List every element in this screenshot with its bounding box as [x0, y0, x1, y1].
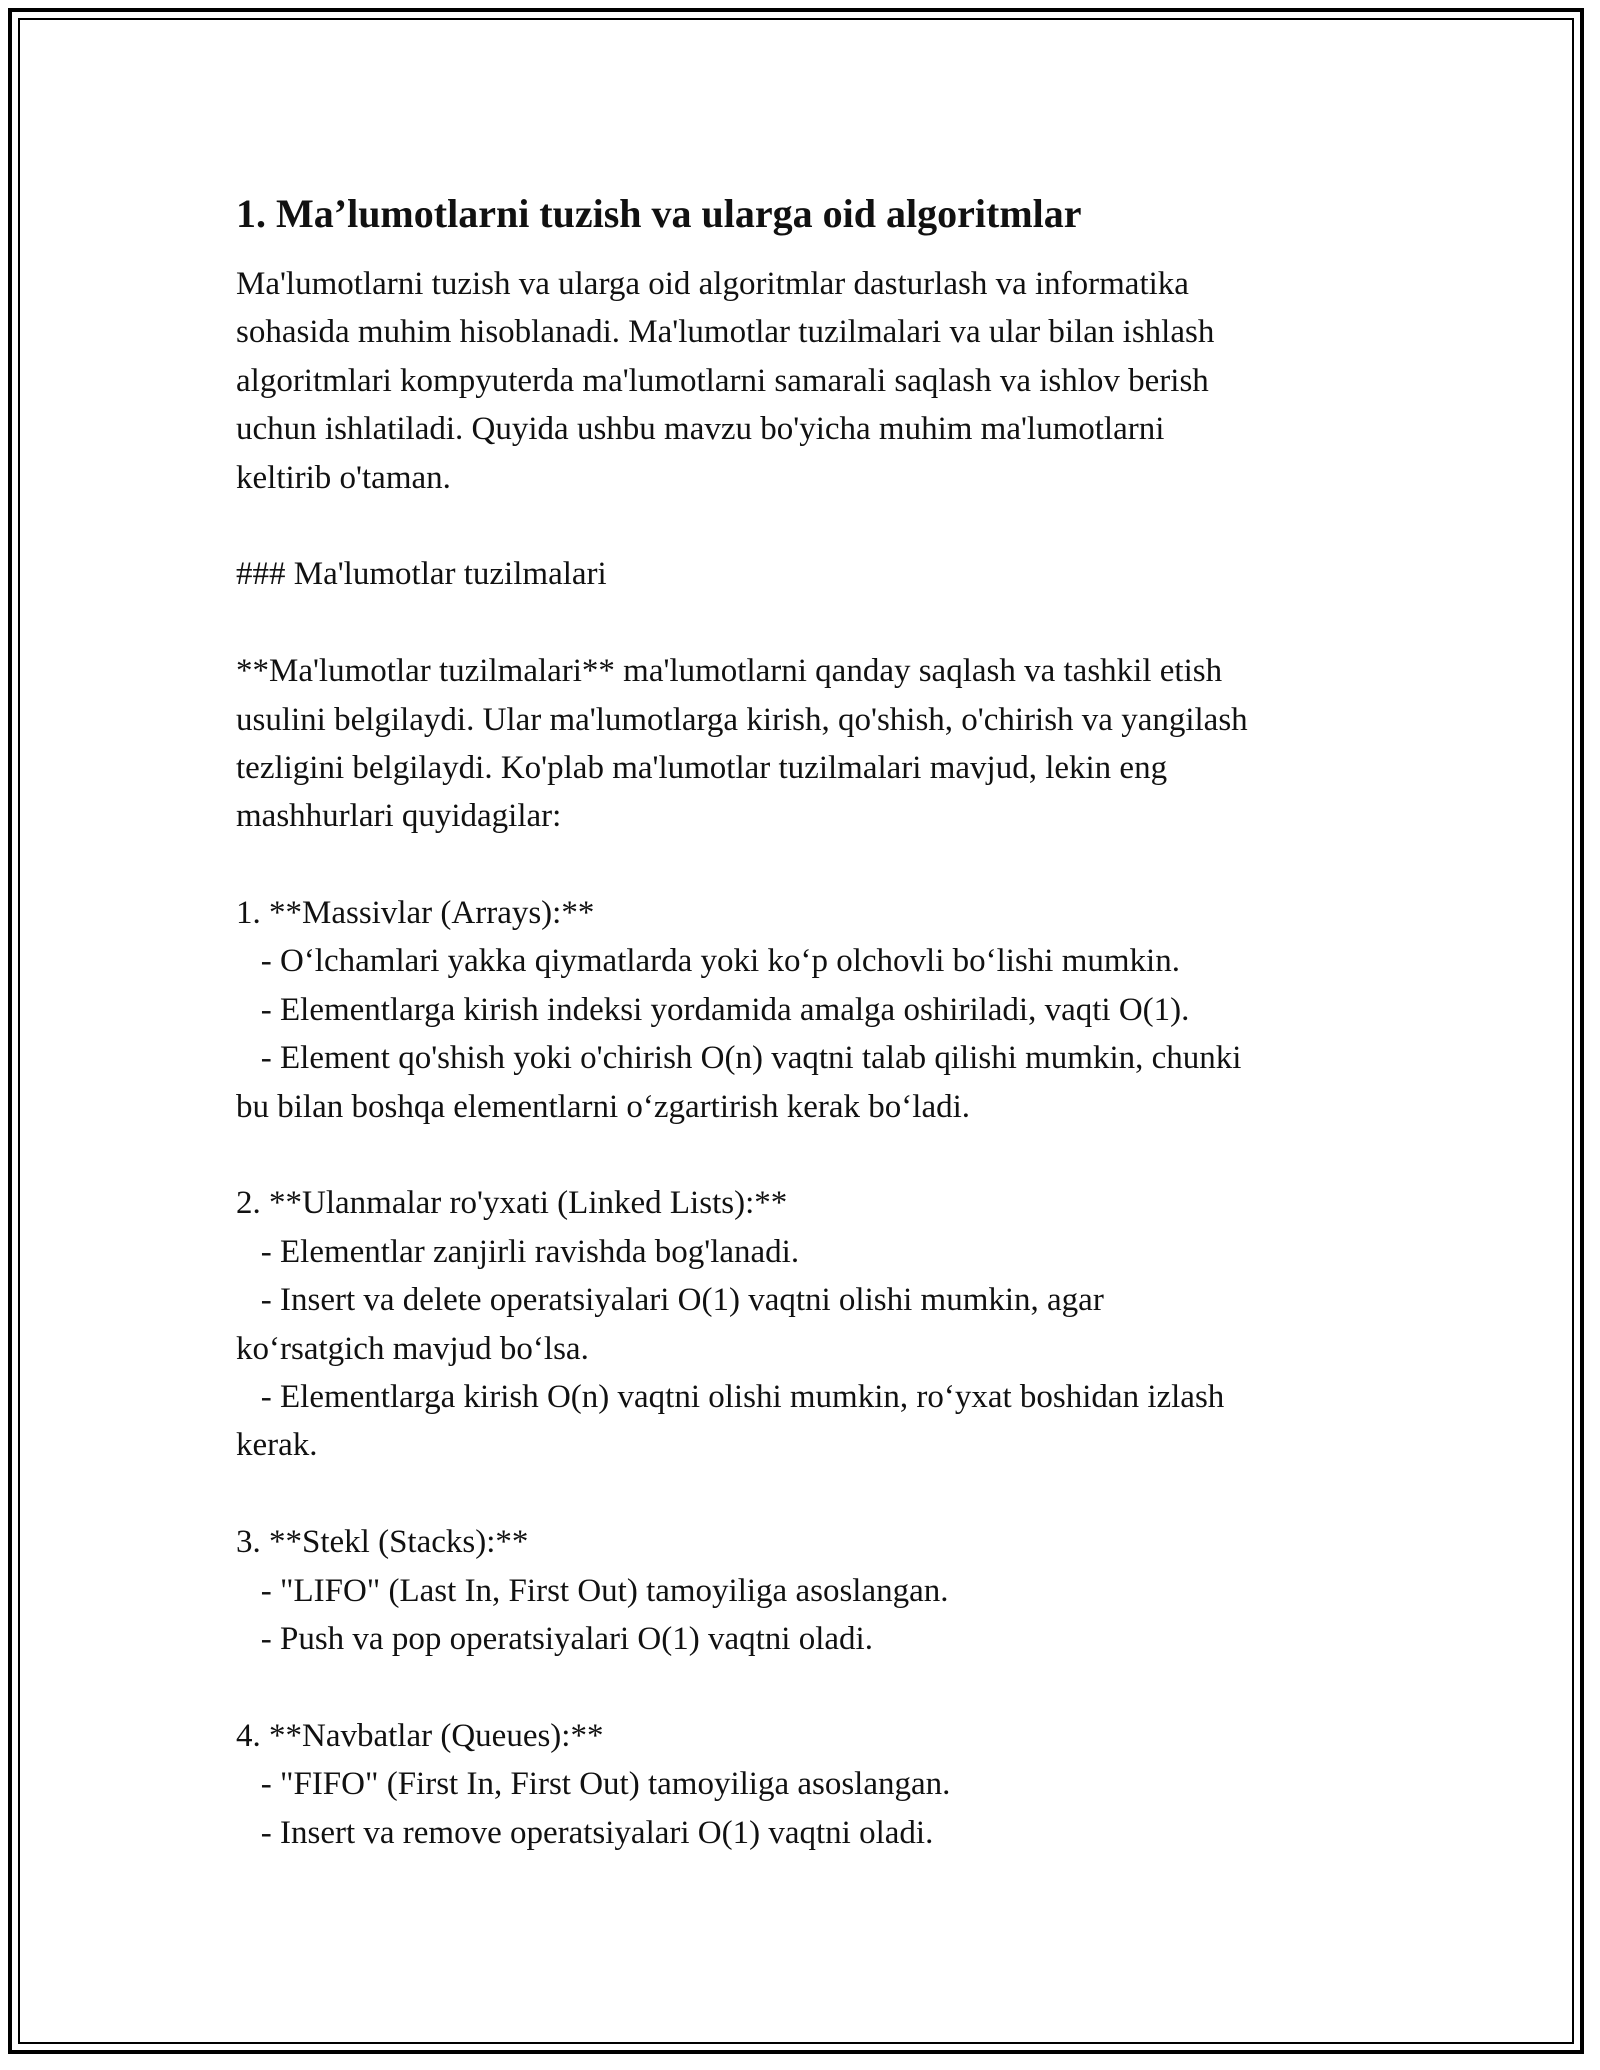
list-item-heading: 4. **Navbatlar (Queues):**	[236, 1717, 604, 1754]
list-item-queues	[236, 1712, 1396, 1857]
paragraph-line: sohasida muhim hisoblanadi. Ma'lumotlar tuzilmalari va ular bilan ishlash	[236, 314, 1215, 351]
list-item-line: - Insert va delete operatsiyalari O(1) vaqtni olishi mumkin, agar	[236, 1282, 1104, 1319]
paragraph-line: mashhurlari quyidagilar:	[236, 798, 562, 835]
list-item-line: kerak.	[236, 1427, 318, 1464]
blank-line	[236, 502, 1396, 550]
list-item-line: - O‘lchamlari yakka qiymatlarda yoki ko‘p olchovli bo‘lishi mumkin.	[236, 943, 1180, 980]
list-item-line: - Element qo'shish yoki o'chirish O(n) vaqtni talab qilishi mumkin, chunki	[236, 1040, 1242, 1077]
list-item-stacks	[236, 1518, 1396, 1663]
list-item-arrays	[236, 889, 1396, 1131]
list-item-heading: 2. **Ulanmalar ro'yxati (Linked Lists):**	[236, 1185, 788, 1222]
list-item-heading: 1. **Massivlar (Arrays):**	[236, 895, 595, 932]
list-item-heading: 3. **Stekl (Stacks):**	[236, 1524, 529, 1561]
blank-line	[236, 841, 1396, 889]
section-subheading: ### Ma'lumotlar tuzilmalari	[236, 556, 607, 593]
list-item-line: - Elementlarga kirish indeksi yordamida amalga oshiriladi, vaqti O(1).	[236, 991, 1190, 1028]
paragraph-line: **Ma'lumotlar tuzilmalari** ma'lumotlarni qanday saqlash va tashkil etish	[236, 653, 1223, 690]
paragraph-line: keltirib o'taman.	[236, 459, 451, 496]
document-page	[236, 188, 1396, 1857]
list-item-line: - "LIFO" (Last In, First Out) tamoyiliga asoslangan.	[236, 1572, 949, 1609]
blank-line	[236, 1470, 1396, 1518]
list-item-line: - Elementlarga kirish O(n) vaqtni olishi mumkin, ro‘yxat boshidan izlash	[236, 1378, 1225, 1415]
paragraph-line: algoritmlari kompyuterda ma'lumotlarni samarali saqlash va ishlov berish	[236, 362, 1209, 399]
list-item-line: - Elementlar zanjirli ravishda bog'lanadi.	[236, 1233, 800, 1270]
paragraph-line: tezligini belgilaydi. Ko'plab ma'lumotlar tuzilmalari mavjud, lekin eng	[236, 749, 1168, 786]
blank-line	[236, 1131, 1396, 1179]
list-item-line: ko‘rsatgich mavjud bo‘lsa.	[236, 1330, 589, 1367]
paragraph-line: Ma'lumotlarni tuzish va ularga oid algoritmlar dasturlash va informatika	[236, 266, 1189, 302]
list-item-line: - "FIFO" (First In, First Out) tamoyiliga asoslangan.	[236, 1766, 951, 1803]
list-item-line: - Push va pop operatsiyalari O(1) vaqtni oladi.	[236, 1620, 873, 1657]
list-item-linked-lists	[236, 1179, 1396, 1469]
blank-line	[236, 599, 1396, 647]
paragraph-line: usulini belgilaydi. Ular ma'lumotlarga kirish, qo'shish, o'chirish va yangilash	[236, 701, 1248, 738]
list-item-line: bu bilan boshqa elementlarni o‘zgartirish kerak bo‘ladi.	[236, 1088, 971, 1125]
structures-intro-paragraph	[236, 647, 1396, 841]
blank-line	[236, 1663, 1396, 1711]
paragraph-line: uchun ishlatiladi. Quyida ushbu mavzu bo'yicha muhim ma'lumotlarni	[236, 411, 1165, 448]
list-item-line: - Insert va remove operatsiyalari O(1) vaqtni oladi.	[236, 1814, 934, 1851]
intro-paragraph	[236, 260, 1396, 502]
document-title: 1. Ma’lumotlarni tuzish va ularga oid algoritmlar	[236, 191, 1082, 236]
